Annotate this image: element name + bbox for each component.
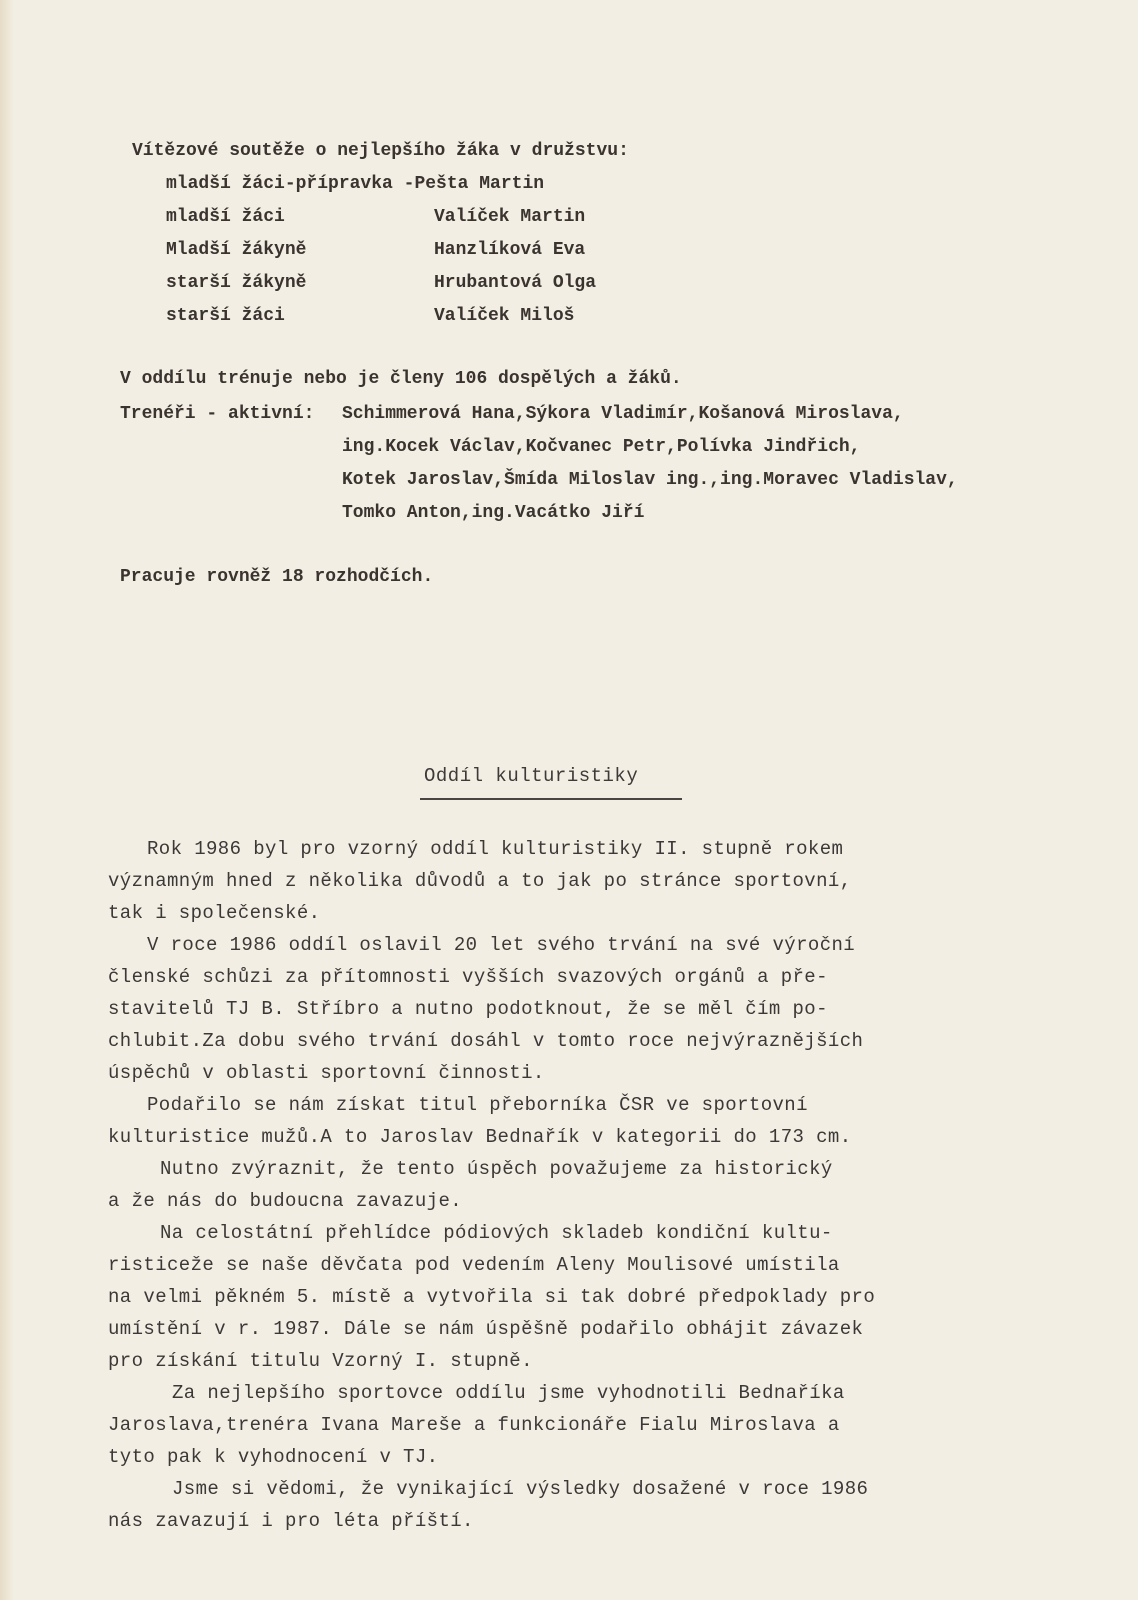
paper-edge [0, 0, 14, 1600]
winners-title: Vítězové soutěže o nejlepšího žáka v družstvu: [132, 141, 629, 161]
members-line: V oddílu trénuje nebo je členy 106 dospělých a žáků. [120, 369, 682, 389]
body-line: Rok 1986 byl pro vzorný oddíl kulturistiky II. stupně rokem [147, 838, 844, 860]
body-line: umístění v r. 1987. Dále se nám úspěšně podařilo obhájit závazek [108, 1318, 864, 1340]
winner-category: starší žákyně [166, 273, 307, 293]
winner-category: Mladší žákyně [166, 240, 307, 260]
body-line: chlubit.Za dobu svého trvání dosáhl v tomto roce nejvýraznějších [108, 1030, 864, 1052]
body-line: pro získání titulu Vzorný I. stupně. [108, 1350, 533, 1372]
winner-name: Hrubantová Olga [434, 273, 597, 293]
winner-name: Hanzlíková Eva [434, 240, 586, 260]
body-line: členské schůzi za přítomnosti vyšších svazových orgánů a pře- [108, 966, 828, 988]
body-line: kulturistice mužů.A to Jaroslav Bednařík v kategorii do 173 cm. [108, 1126, 852, 1148]
body-line: Jsme si vědomi, že vynikající výsledky dosažené v roce 1986 [172, 1478, 869, 1500]
body-line: tyto pak k vyhodnocení v TJ. [108, 1446, 439, 1468]
coaches-line: ing.Kocek Václav,Kočvanec Petr,Polívka Jindřich, [342, 437, 861, 457]
body-line: Podařilo se nám získat titul přeborníka ČSR ve sportovní [147, 1094, 808, 1116]
coaches-label: Trenéři - aktivní: [120, 404, 315, 424]
winner-category: mladší žáci [166, 207, 285, 227]
referees-line: Pracuje rovněž 18 rozhodčích. [120, 567, 434, 587]
body-line: a že nás do budoucna zavazuje. [108, 1190, 463, 1212]
body-line: risticeže se naše děvčata pod vedením Aleny Moulisové umístila [108, 1254, 840, 1276]
body-line: nás zavazují i pro léta příští. [108, 1510, 474, 1532]
coaches-line: Tomko Anton,ing.Vacátko Jiří [342, 503, 645, 523]
body-line: Na celostátní přehlídce pódiových skladeb kondiční kultu- [160, 1222, 833, 1244]
coaches-line: Kotek Jaroslav,Šmída Miloslav ing.,ing.Moravec Vladislav, [342, 470, 958, 490]
winner-category: mladší žáci-přípravka -Pešta Martin [166, 174, 545, 194]
winner-category: starší žáci [166, 306, 285, 326]
body-line: Nutno zvýraznit, že tento úspěch považujeme za historický [160, 1158, 833, 1180]
body-line: Jaroslava,trenéra Ivana Mareše a funkcionáře Fialu Miroslava a [108, 1414, 840, 1436]
coaches-line: Schimmerová Hana,Sýkora Vladimír,Košanová Miroslava, [342, 404, 904, 424]
body-line: významným hned z několika důvodů a to jak po stránce sportovní, [108, 870, 852, 892]
heading-underline [420, 798, 682, 800]
body-line: V roce 1986 oddíl oslavil 20 let svého trvání na své výroční [147, 934, 856, 956]
winner-name: Valíček Miloš [434, 306, 575, 326]
body-line: na velmi pěkném 5. místě a vytvořila si tak dobré předpoklady pro [108, 1286, 876, 1308]
body-line: tak i společenské. [108, 902, 321, 924]
body-line: stavitelů TJ B. Stříbro a nutno podotknout, že se měl čím po- [108, 998, 828, 1020]
section-heading: Oddíl kulturistiky [424, 765, 639, 787]
body-line: Za nejlepšího sportovce oddílu jsme vyhodnotili Bednaříka [172, 1382, 845, 1404]
body-line: úspěchů v oblasti sportovní činnosti. [108, 1062, 545, 1084]
winner-name: Valíček Martin [434, 207, 586, 227]
